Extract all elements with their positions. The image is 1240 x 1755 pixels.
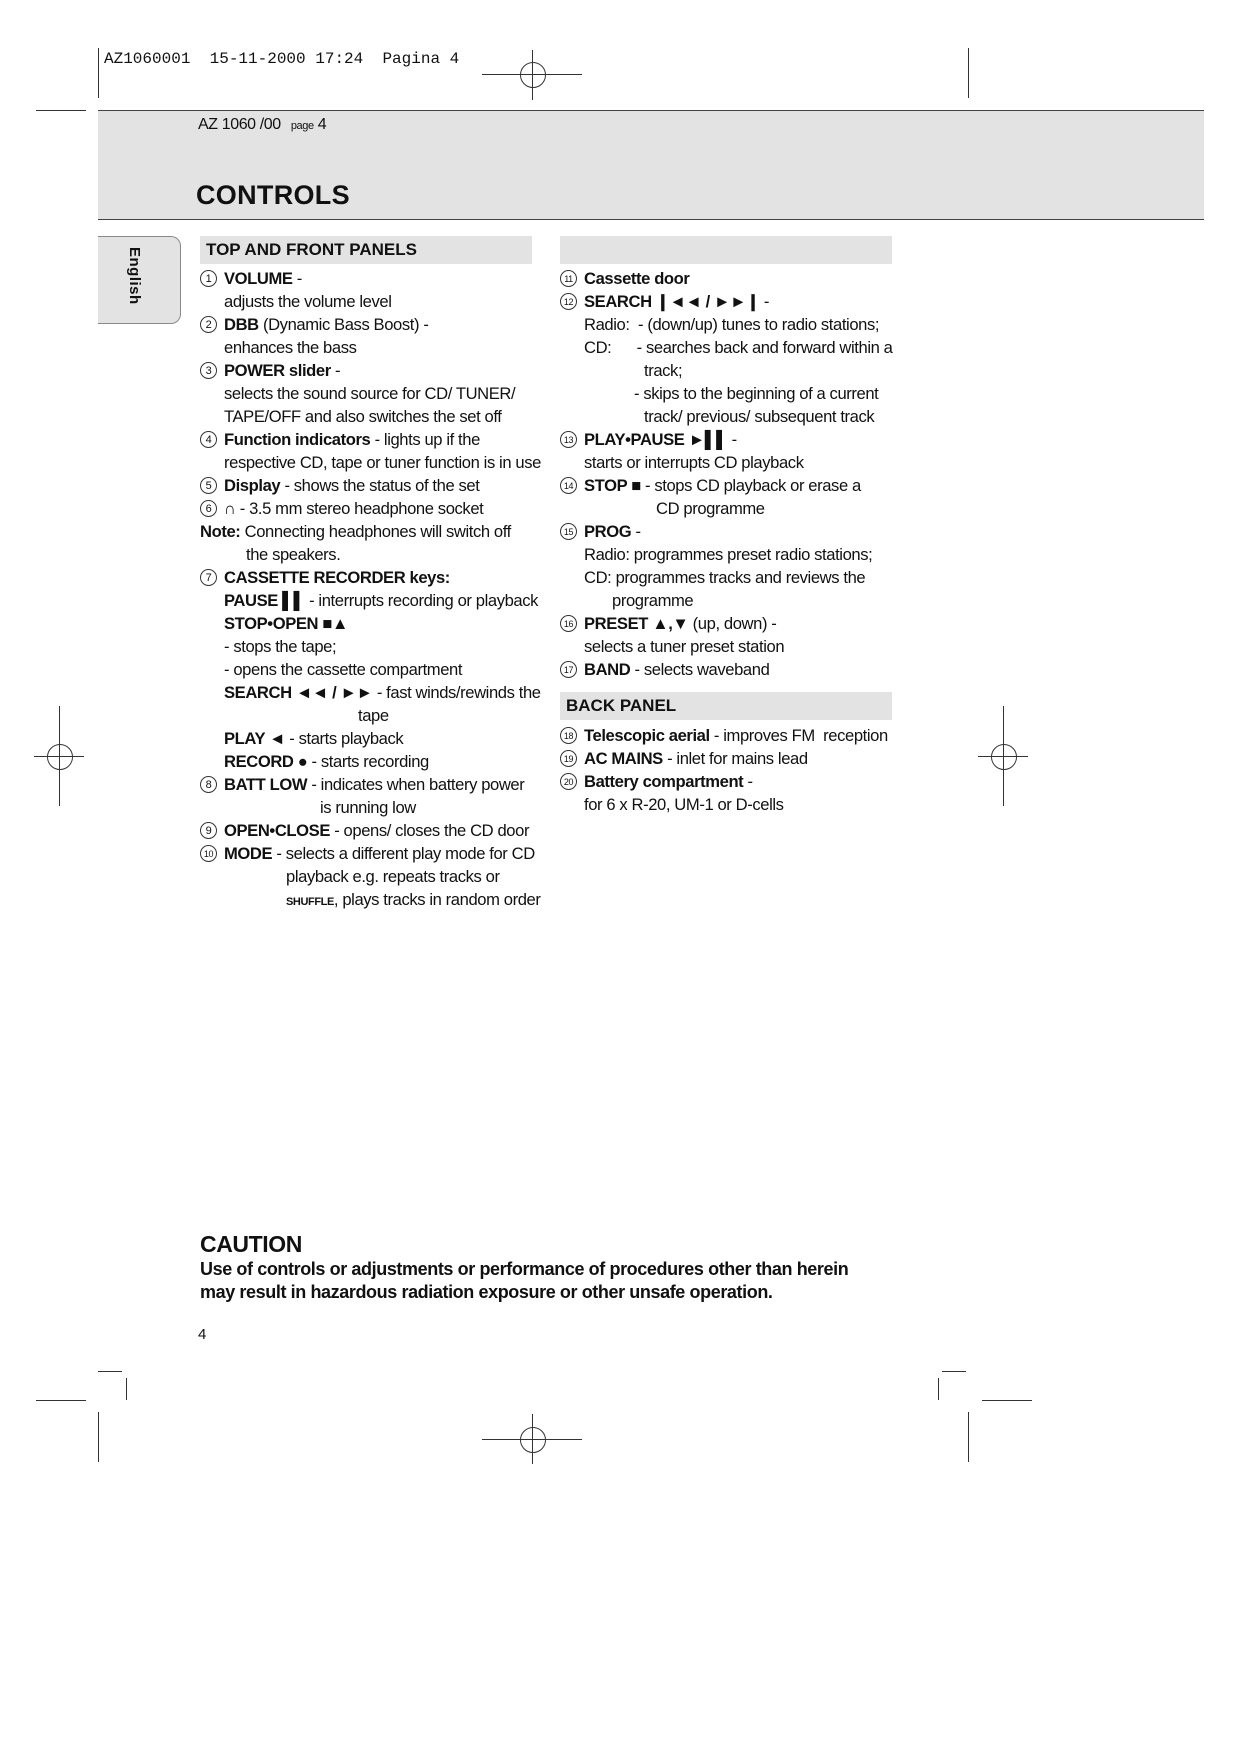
- item-text: -: [631, 522, 641, 541]
- item-desc: track;: [644, 361, 683, 380]
- record-key-label: RECORD ●: [224, 752, 308, 771]
- item-text: - shows the status of the set: [280, 476, 480, 495]
- item-number: 13: [560, 431, 577, 448]
- caution-title: CAUTION: [200, 1231, 302, 1257]
- item-desc: - skips to the beginning of a current: [634, 384, 879, 403]
- item-text: - indicates when battery power: [307, 775, 525, 794]
- crop-mark: [942, 1371, 966, 1372]
- sub-item: [224, 681, 540, 704]
- list-item: [560, 520, 900, 612]
- item-desc: enhances the bass: [224, 338, 357, 357]
- item-number: 12: [560, 293, 577, 310]
- print-slug: AZ1060001 15-11-2000 17:24 Pagina 4: [104, 50, 460, 68]
- language-tab: [98, 236, 181, 324]
- list-item: [560, 290, 900, 428]
- back-panel-list: [560, 724, 900, 816]
- sub-item: [224, 750, 540, 773]
- item-text: -: [759, 292, 769, 311]
- item-text: - lights up if the: [370, 430, 480, 449]
- item-label: BAND: [584, 660, 631, 679]
- item-text: (Dynamic Bass Boost) -: [258, 315, 429, 334]
- caution-text: may result in hazardous radiation exposure or other unsafe operation.: [200, 1282, 773, 1302]
- registration-mark: [34, 706, 84, 806]
- item-number: 17: [560, 661, 577, 678]
- item-text: -: [330, 361, 341, 380]
- search-key-text-cont: tape: [358, 706, 389, 725]
- item-number: 16: [560, 615, 577, 632]
- item-number: 10: [200, 845, 217, 862]
- stop-open-desc: - opens the cassette compartment: [224, 660, 463, 679]
- sub-item: [224, 612, 540, 635]
- list-item: [200, 819, 540, 842]
- item-desc: is running low: [320, 798, 416, 817]
- item-number: 19: [560, 750, 577, 767]
- item-label: PRESET ▲,▼: [584, 614, 689, 633]
- item-desc: respective CD, tape or tuner function is in use: [224, 453, 541, 472]
- list-item: [560, 724, 900, 747]
- item-text: -: [292, 269, 302, 288]
- item-label: OPEN•CLOSE: [224, 821, 330, 840]
- item-number: 2: [200, 316, 217, 333]
- item-label: VOLUME: [224, 269, 293, 288]
- model-number: AZ 1060 /00: [198, 116, 281, 133]
- language-tab-label: English: [126, 247, 143, 305]
- section-heading-top-front: TOP AND FRONT PANELS: [200, 236, 532, 264]
- item-number: 15: [560, 523, 577, 540]
- item-desc: CD programme: [656, 499, 765, 518]
- section-heading-blank: [560, 236, 892, 264]
- item-desc: playback e.g. repeats tracks or: [286, 867, 500, 886]
- crop-mark: [968, 1412, 969, 1462]
- note-continuation: the speakers.: [246, 545, 341, 564]
- registration-mark: [482, 1414, 582, 1464]
- item-label: SEARCH ❙◄◄ / ►►❙: [584, 292, 760, 311]
- page-header-model: [198, 116, 326, 134]
- crop-mark: [36, 1400, 86, 1401]
- item-desc: TAPE/OFF and also switches the set off: [224, 407, 502, 426]
- registration-mark: [978, 706, 1028, 806]
- item-label: Battery compartment: [584, 772, 744, 791]
- item-number: 3: [200, 362, 217, 379]
- item-number: 14: [560, 477, 577, 494]
- item-desc: Radio: - (down/up) tunes to radio stations;: [584, 315, 880, 334]
- crop-mark: [982, 1400, 1032, 1401]
- record-key-text: - starts recording: [307, 752, 429, 771]
- list-item: [200, 313, 540, 359]
- list-item: [560, 658, 900, 681]
- list-item: [200, 497, 540, 520]
- list-item: [200, 359, 540, 428]
- crop-mark: [98, 1412, 99, 1462]
- item-text: - stops CD playback or erase a: [640, 476, 861, 495]
- search-key-label: SEARCH ◄◄ / ►►: [224, 683, 373, 702]
- play-key-text: - starts playback: [285, 729, 404, 748]
- list-item: [560, 474, 900, 520]
- item-label: STOP ■: [584, 476, 641, 495]
- item-label: AC MAINS: [584, 749, 663, 768]
- section-heading-back-panel: BACK PANEL: [560, 692, 892, 720]
- item-number: 20: [560, 773, 577, 790]
- item-desc: for 6 x R-20, UM-1 or D-cells: [584, 795, 784, 814]
- item-label: PROG: [584, 522, 632, 541]
- list-item: [200, 773, 540, 819]
- crop-mark: [98, 1371, 122, 1372]
- crop-mark: [968, 48, 969, 98]
- item-label: CASSETTE RECORDER keys:: [224, 568, 450, 587]
- item-number: 4: [200, 431, 217, 448]
- note-text: Connecting headphones will switch off: [244, 522, 511, 541]
- item-text: - selects a different play mode for CD: [272, 844, 535, 863]
- item-desc-text: , plays tracks in random order: [333, 890, 541, 909]
- item-text: ∩ - 3.5 mm stereo headphone socket: [224, 499, 484, 518]
- left-column: [200, 267, 540, 914]
- stop-open-desc: - stops the tape;: [224, 637, 337, 656]
- stop-open-key-label: STOP•OPEN ■▲: [224, 614, 348, 633]
- item-desc: CD: programmes tracks and reviews the: [584, 568, 866, 587]
- item-text: - opens/ closes the CD door: [330, 821, 530, 840]
- item-text: (up, down) -: [688, 614, 777, 633]
- item-number: 5: [200, 477, 217, 494]
- list-item: [200, 428, 540, 474]
- item-desc: [224, 888, 540, 914]
- page-number-small: 4: [317, 116, 327, 133]
- play-key-label: PLAY ◄: [224, 729, 286, 748]
- item-desc: selects a tuner preset station: [584, 637, 785, 656]
- list-item: [200, 267, 540, 313]
- page-word: page: [290, 120, 314, 132]
- list-item: [200, 566, 540, 773]
- crop-mark: [126, 1378, 127, 1400]
- item-label: Telescopic aerial: [584, 726, 710, 745]
- page-number: 4: [198, 1326, 207, 1343]
- right-column: [560, 267, 900, 681]
- item-text: -: [743, 772, 753, 791]
- item-desc: adjusts the volume level: [224, 292, 392, 311]
- pause-key-text: - interrupts recording or playback: [304, 591, 539, 610]
- note: [200, 520, 540, 543]
- item-number: 9: [200, 822, 217, 839]
- list-item: [560, 428, 900, 474]
- item-desc: starts or interrupts CD playback: [584, 453, 804, 472]
- page-title: CONTROLS: [196, 180, 350, 210]
- item-text: - inlet for mains lead: [662, 749, 808, 768]
- crop-mark: [36, 110, 86, 111]
- item-text: - improves FM reception: [709, 726, 888, 745]
- note-label: Note:: [200, 522, 241, 541]
- crop-mark: [98, 48, 99, 98]
- registration-mark: [482, 50, 582, 100]
- caution-text: Use of controls or adjustments or performance of procedures other than herein: [200, 1259, 849, 1279]
- item-number: 11: [560, 270, 577, 287]
- item-label: Function indicators: [224, 430, 371, 449]
- sub-item: [224, 727, 540, 750]
- item-label: PLAY•PAUSE ►▌▌: [584, 430, 728, 449]
- pause-key-label: PAUSE ▌▌: [224, 591, 305, 610]
- item-number: 8: [200, 776, 217, 793]
- list-item: [560, 770, 900, 816]
- item-number: 1: [200, 270, 217, 287]
- list-item: [560, 747, 900, 770]
- list-item: [200, 842, 540, 914]
- item-desc: Radio: programmes preset radio stations;: [584, 545, 873, 564]
- item-label: Cassette door: [584, 269, 690, 288]
- sub-item: [224, 589, 540, 612]
- item-number: 18: [560, 727, 577, 744]
- item-desc: selects the sound source for CD/ TUNER/: [224, 384, 516, 403]
- item-desc: CD: - searches back and forward within a: [584, 338, 893, 357]
- list-item: [200, 474, 540, 497]
- caution-block: [200, 1230, 960, 1304]
- item-text: - selects waveband: [630, 660, 770, 679]
- item-desc: programme: [612, 591, 694, 610]
- search-key-text: - fast winds/rewinds the: [372, 683, 541, 702]
- crop-mark: [938, 1378, 939, 1400]
- list-item: [560, 612, 900, 658]
- item-text: -: [727, 430, 737, 449]
- item-label: Display: [224, 476, 281, 495]
- item-label: DBB: [224, 315, 259, 334]
- item-number: 7: [200, 569, 217, 586]
- item-number: 6: [200, 500, 217, 517]
- item-desc: track/ previous/ subsequent track: [644, 407, 875, 426]
- item-label: POWER slider: [224, 361, 331, 380]
- shuffle-label: SHUFFLE: [286, 896, 334, 908]
- list-item: [560, 267, 900, 290]
- item-label: BATT LOW: [224, 775, 308, 794]
- item-label: MODE: [224, 844, 273, 863]
